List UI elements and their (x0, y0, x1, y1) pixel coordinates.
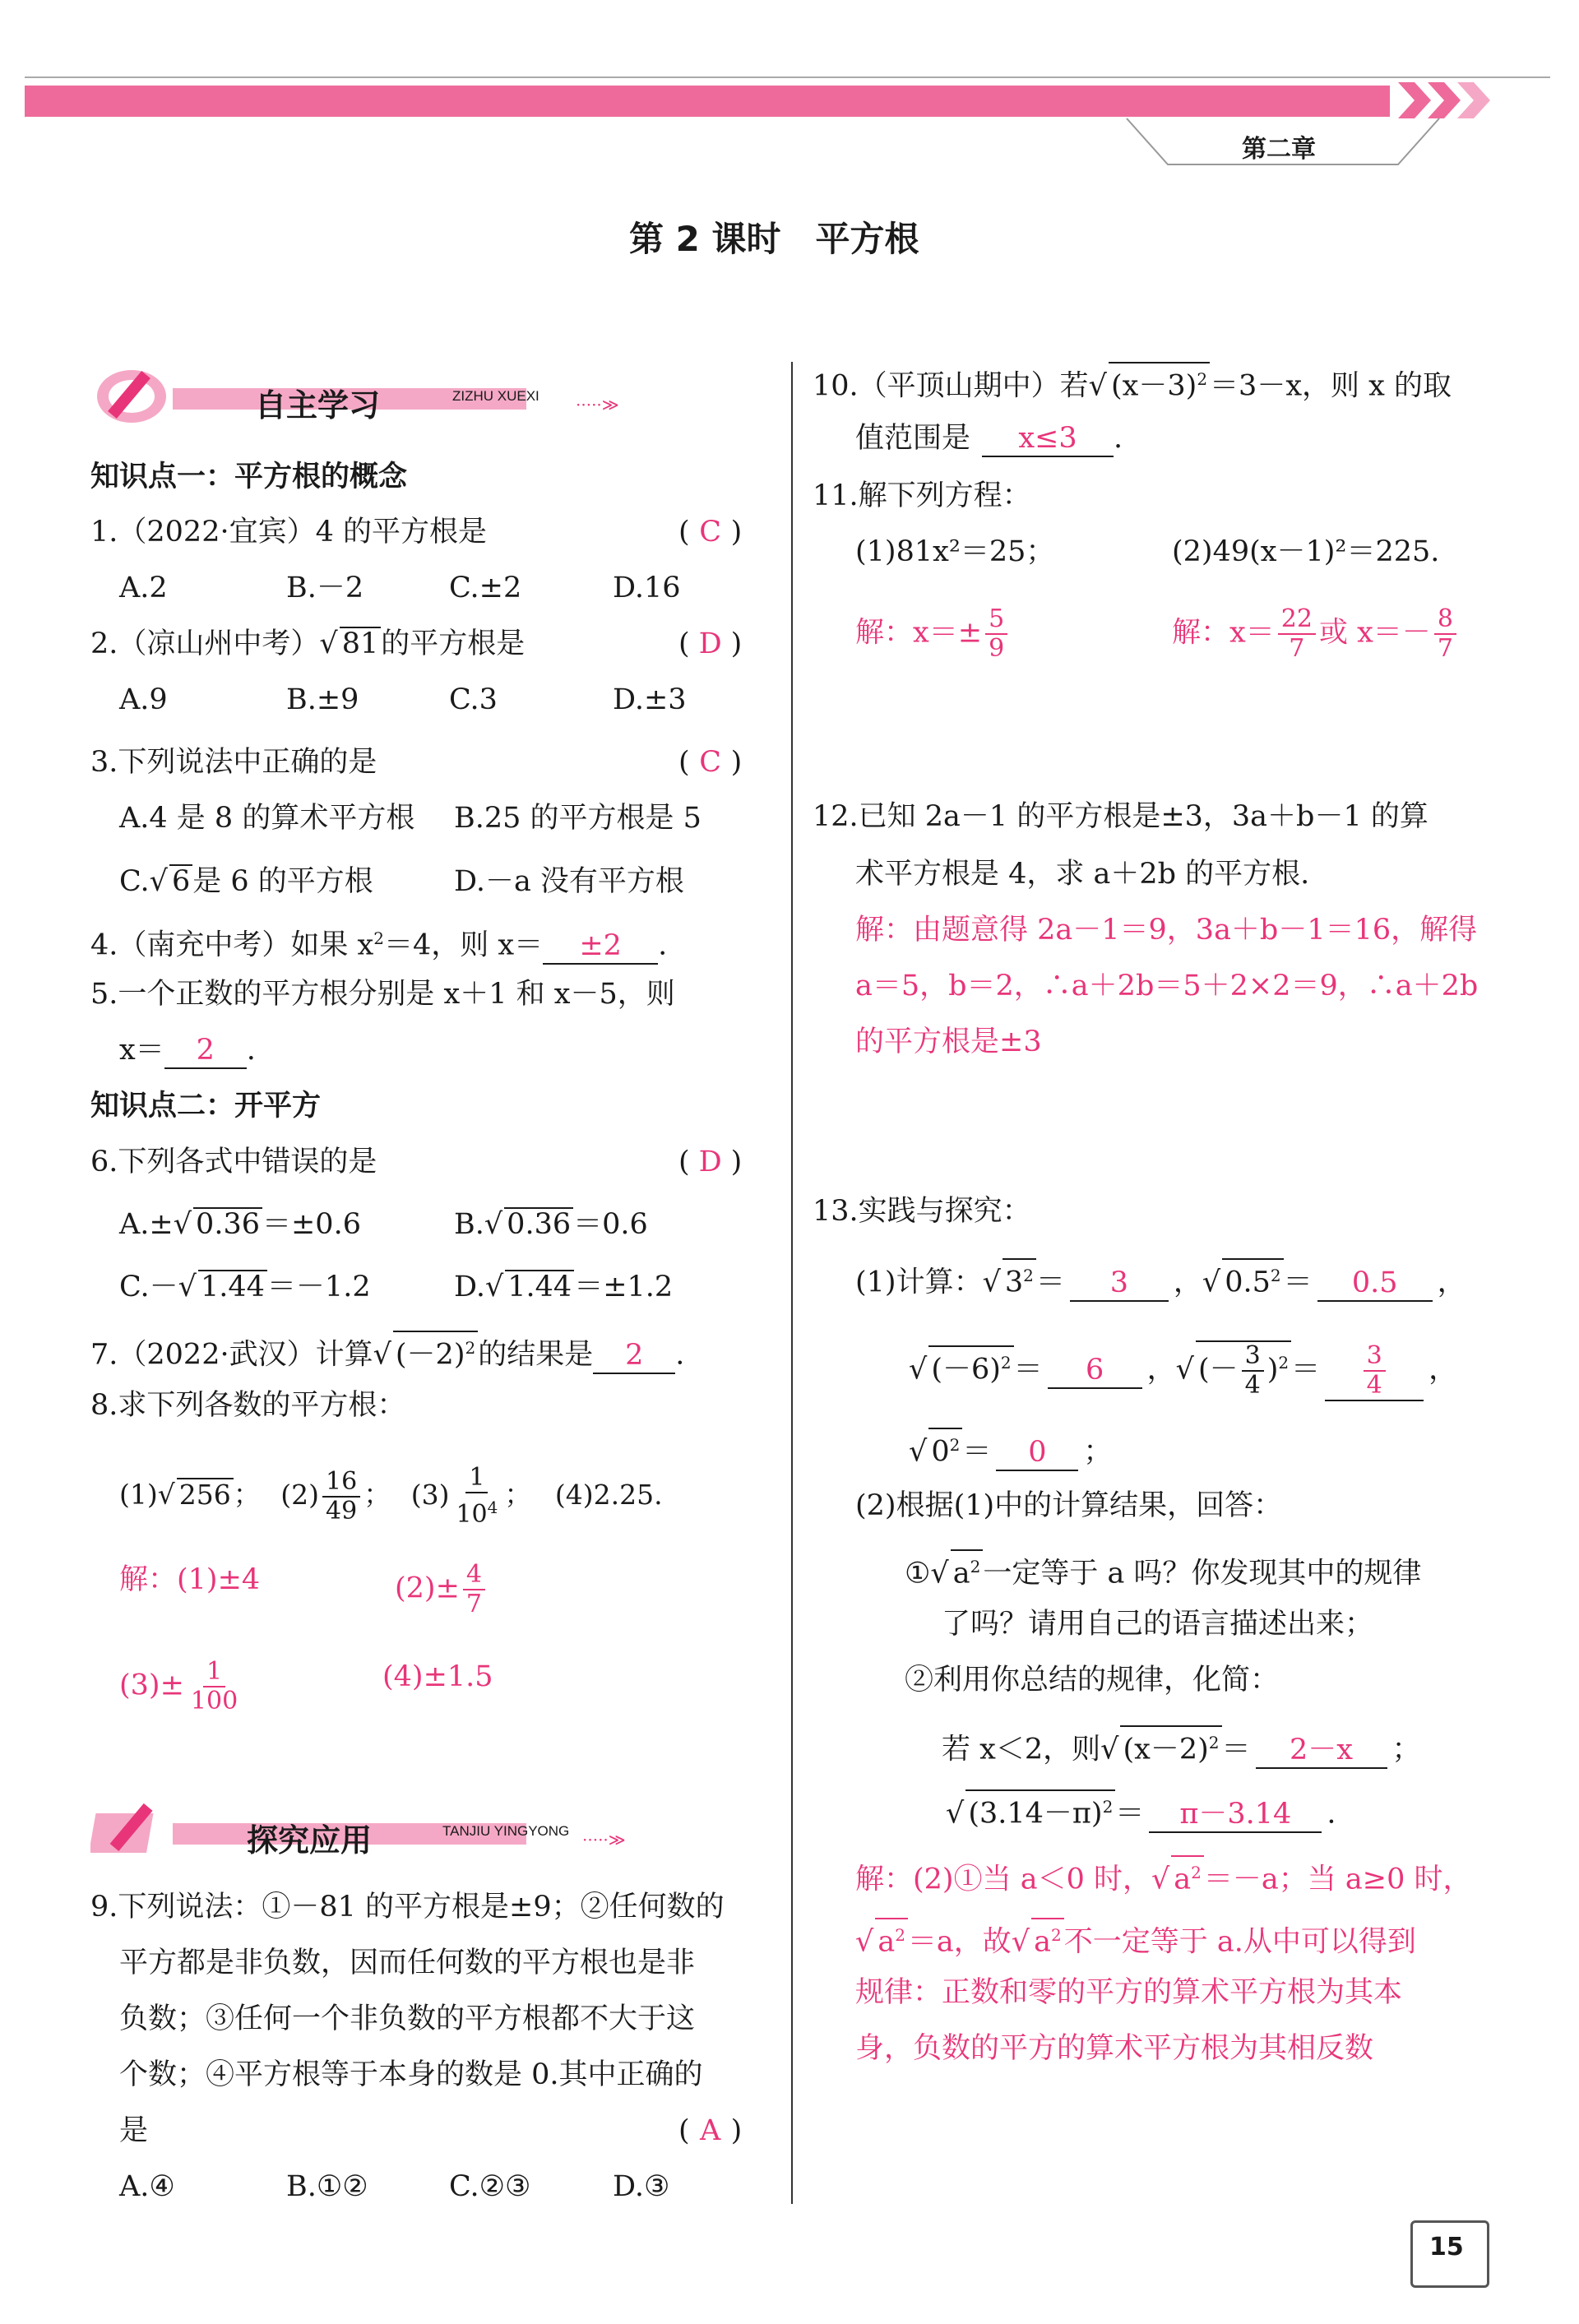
section-banner-self-study: 自主学习 ZIZHU XUEXI ·····≫ (90, 370, 633, 419)
q1-option-d: D.16 (613, 572, 681, 604)
q3-option-b: B.25 的平方根是 5 (454, 802, 702, 835)
q10-answer-blank: x≤3 (982, 421, 1114, 457)
q6-stem: 6.下列各式中错误的是 (90, 1146, 377, 1178)
section-banner-explore: 探究应用 TANJIU YINGYONG ·····≫ (90, 1805, 633, 1854)
q12-line1: 12.已知 2a－1 的平方根是±3，3a＋b－1 的算 (813, 800, 1429, 833)
q8-parts: (1)√ 256； (2) $\frac{16}{49}$ ； (3) $\frac{1}{10^4}$ ； (4)2.25. (119, 1463, 663, 1529)
q13-answer-4: $\frac{3}{4}$ (1325, 1342, 1424, 1401)
q6-answer: ( D ) (678, 1146, 743, 1178)
chapter-label: 第二章 (1242, 135, 1316, 164)
q1-option-c: C.±2 (449, 572, 522, 604)
q5-line2: x＝ 2 . (119, 1031, 256, 1069)
q7-stem: 7.（2022·武汉）计算√ $(-2)^2$的结果是 2 . (90, 1331, 684, 1374)
q9-line2: 平方都是非负数，因而任何数的平方根也是非 (119, 1947, 696, 1979)
q1-stem: 1.（2022·宜宾）4 的平方根是 (90, 516, 487, 549)
q13-answer-2: 0.5 (1317, 1266, 1433, 1302)
q13-solution-2: √ $a^2=a$，故√ $a^2$不一定等于 a.从中可以得到 (855, 1918, 1416, 1961)
q13-simplify-1: 若 x＜2，则√ $(x-2)^2= 2-x$ ； (942, 1725, 1421, 1769)
q8-solution-4: (4)±1.5 (382, 1660, 493, 1693)
q7-answer-blank: 2 (593, 1338, 675, 1374)
q13-solution-3: 规律：正数和零的平方的算术平方根为其本 (855, 1976, 1403, 2009)
kp2-heading: 知识点二：开平方 (90, 1090, 322, 1123)
q13-answer-3: 6 (1048, 1353, 1142, 1389)
q6-option-d: D.√ 1.44＝±1.2 (454, 1271, 674, 1303)
q11-solution-1: 解：x＝± $\frac{5}{9}$ (855, 605, 1011, 663)
q2-option-d: D.±3 (613, 683, 687, 716)
q8-solution-3: (3)± $\frac{1}{100}$ (119, 1657, 238, 1715)
q6-option-c: C.－√ 1.44＝－1.2 (119, 1271, 371, 1303)
q11-stem: 11.解下列方程： (813, 479, 1031, 512)
q13-simplify-2: √ $(3.14-\pi)^2= \pi-3.14$ . (946, 1789, 1336, 1833)
q9-option-b: B.①② (286, 2170, 368, 2203)
q6-option-a: A.±√ 0.36＝±0.6 (119, 1208, 361, 1241)
q12-line2: 术平方根是 4，求 a＋2b 的平方根. (855, 858, 1310, 891)
q13-answer-6: 2－x (1256, 1733, 1387, 1769)
q3-stem: 3.下列说法中正确的是 (90, 746, 377, 779)
q3-answer: ( C ) (678, 746, 743, 779)
q13-calc-row1: (1)计算：√ $3^2= 3$ ，√ $0.5^2= 0.5$ ， (855, 1258, 1466, 1302)
q13-calc-row2: √ $(-6)^2= 6$ ，√ (－ $\frac{3}{4}$ )$^2$＝ $\frac{3}{4}$ ， (909, 1341, 1458, 1400)
q3-option-c: C.√ 6是 6 的平方根 (119, 865, 373, 898)
q11-part-2: (2)49(x－1)²＝225. (1172, 535, 1440, 568)
q6-option-b: B.√ 0.36＝0.6 (454, 1208, 648, 1241)
q13-sub1-line2: 了吗？请用自己的语言描述出来； (942, 1608, 1374, 1641)
q11-solution-2: 解：x＝ $\frac{22}{7}$ 或 x＝－ $\frac{8}{7}$ (1172, 605, 1460, 663)
q8-solution-2: (2)± $\frac{4}{7}$ (395, 1561, 489, 1618)
q3-option-a: A.4 是 8 的算术平方根 (119, 802, 415, 835)
q9-answer: ( A ) (678, 2114, 743, 2147)
q3-option-d: D.－a 没有平方根 (454, 865, 684, 898)
page-title: 第 2 课时 平方根 (629, 219, 919, 259)
q10-line2: 值范围是 x≤3 . (855, 419, 1123, 457)
q5-answer-blank: 2 (164, 1033, 247, 1069)
q13-answer-1: 3 (1070, 1266, 1169, 1302)
q13-answer-5: 0 (996, 1435, 1078, 1471)
section-pinyin-explore: TANJIU YINGYONG (442, 1823, 570, 1839)
column-divider (791, 362, 793, 2204)
q9-line1: 9.下列说法：①－81 的平方根是±9；②任何数的 (90, 1891, 725, 1924)
q8-stem: 8.求下列各数的平方根： (90, 1389, 406, 1422)
section-label-self-study: 自主学习 (255, 387, 381, 424)
q13-answer-7: π－3.14 (1149, 1797, 1322, 1833)
q2-answer: ( D ) (678, 627, 743, 660)
q9-option-a: A.④ (119, 2170, 175, 2203)
page-number: 15 (1429, 2233, 1464, 2262)
q13-part2: (2)根据(1)中的计算结果，回答： (855, 1489, 1283, 1522)
q2-option-c: C.3 (449, 683, 498, 716)
kp1-heading: 知识点一：平方根的概念 (90, 461, 408, 493)
q2-stem: 2.（凉山州中考）√ 81的平方根是 (90, 627, 526, 660)
q4-answer-blank: ±2 (543, 928, 658, 965)
q12-solution-2: a＝5，b＝2，∴a＋2b＝5＋2×2＝9，∴a＋2b (855, 970, 1479, 1002)
q13-solution-1: 解：(2)①当 a＜0 时，√ $a^2=-a$；当 a≥0 时， (855, 1855, 1471, 1899)
pen-icon (90, 362, 181, 428)
q8-solution-1: 解：(1)±4 (119, 1563, 261, 1596)
q9-option-d: D.③ (613, 2170, 670, 2203)
q13-sub1-line1: ①√ $a^2$一定等于 a 吗？你发现其中的规律 (905, 1549, 1421, 1593)
header-banner (0, 0, 1579, 181)
q12-solution-1: 解：由题意得 2a－1＝9，3a＋b－1＝16，解得 (855, 914, 1478, 947)
q9-line3: 负数；③任何一个非负数的平方根都不大于这 (119, 2002, 696, 2035)
q1-option-b: B.－2 (286, 572, 364, 604)
q10-line1: 10.（平顶山期中）若√ $(x-3)^2=3-x$，则 x 的取 (813, 362, 1452, 405)
q11-part-1: (1)81x²＝25； (855, 535, 1055, 568)
q5-line1: 5.一个正数的平方根分别是 x＋1 和 x－5，则 (90, 978, 675, 1011)
q13-stem: 13.实践与探究： (813, 1195, 1031, 1228)
q9-option-c: C.②③ (449, 2170, 531, 2203)
q4-stem: 4.（南充中考）如果 $x^2=4$，则 x＝ ±2 . (90, 919, 667, 965)
q9-line4: 个数；④平方根等于本身的数是 0.其中正确的 (119, 2058, 703, 2091)
q2-option-b: B.±9 (286, 683, 359, 716)
q1-answer: ( C ) (678, 516, 743, 549)
q12-solution-3: 的平方根是±3 (855, 1025, 1042, 1058)
q2-option-a: A.9 (119, 683, 168, 716)
q1-option-a: A.2 (119, 572, 168, 604)
section-pinyin-self-study: ZIZHU XUEXI (452, 388, 539, 404)
q13-solution-4: 身，负数的平方的算术平方根为其相反数 (855, 2032, 1374, 2065)
section-label-explore: 探究应用 (247, 1822, 373, 1859)
q9-line5: 是 (119, 2114, 149, 2147)
pen-icon (90, 1797, 181, 1863)
q13-sub2: ②利用你总结的规律，化简： (905, 1664, 1280, 1697)
q13-calc-row3: √ $0^2= 0$ ； (909, 1428, 1112, 1471)
